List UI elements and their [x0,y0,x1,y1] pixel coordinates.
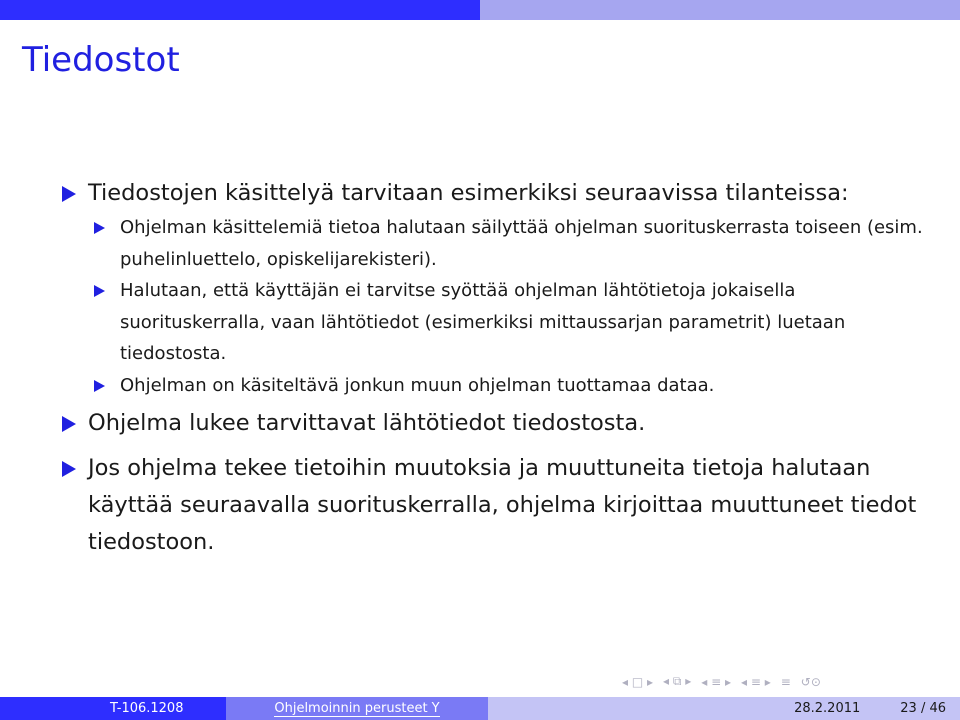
slide-title: Tiedostot [22,40,180,80]
triangle-bullet-icon [62,186,76,202]
footer-page: 23 / 46 [900,701,946,716]
sub-bullet-list [94,212,942,401]
footer-bar [0,697,960,720]
sub-bullet-item [94,212,942,275]
bullet-text: Tiedostojen käsittelyä tarvitaan esimerkiksi seuraavissa tilanteissa: [88,180,849,206]
bullet-item [62,175,942,212]
footer-title-box [226,697,488,720]
beamer-navigation[interactable] [622,674,821,689]
triangle-bullet-icon [62,461,76,477]
nav-align-icon[interactable]: ≡ [780,674,791,689]
nav-search-icon[interactable]: ↺⊙ [800,674,821,689]
bullet-item [62,405,942,442]
footer-date: 28.2.2011 [794,701,861,716]
header-bar-right [480,0,960,20]
triangle-bullet-icon [94,222,105,234]
nav-frame-icon[interactable]: ◂ ⧉ ▸ [663,674,692,688]
nav-subsection-icon[interactable]: ◂ ≡ ▸ [701,674,731,689]
bullet-text: Jos ohjelma tekee tietoihin muutoksia ja muuttuneita tietoja halutaan käyttää seuraavalla suorituskerralla, ohjelma kirjoittaa muuttuneet tiedot tiedostoon. [88,455,917,555]
nav-section-icon[interactable]: ◂ ≡ ▸ [741,674,771,689]
sub-bullet-text: Ohjelman on käsiteltävä jonkun muun ohjelman tuottamaa dataa. [120,374,715,396]
header-bar [0,0,960,20]
header-bar-left [0,0,480,20]
triangle-bullet-icon [62,416,76,432]
nav-prev-slide-icon[interactable]: ◂ □ ▸ [622,674,654,689]
sub-bullet-text: Halutaan, että käyttäjän ei tarvitse syöttää ohjelman lähtötietoja jokaisella suorituskerralla, vaan lähtötiedot (esimerkiksi mittaussarjan parametrit) luetaan tiedostosta. [120,280,846,364]
sub-bullet-text: Ohjelman käsittelemiä tietoa halutaan säilyttää ohjelman suorituskerrasta toiseen (esim. puhelinluettelo, opiskelijarekisteri). [120,217,923,270]
triangle-bullet-icon [94,285,105,297]
slide-content [62,175,942,561]
bullet-item [62,450,942,561]
bullet-text: Ohjelma lukee tarvittavat lähtötiedot tiedostosta. [88,410,646,436]
triangle-bullet-icon [94,380,105,392]
sub-bullet-item [94,370,942,402]
footer-info [488,697,960,720]
sub-bullet-item [94,275,942,370]
footer-title[interactable]: Ohjelmoinnin perusteet Y [274,700,440,716]
footer-course: T-106.1208 [0,697,226,720]
